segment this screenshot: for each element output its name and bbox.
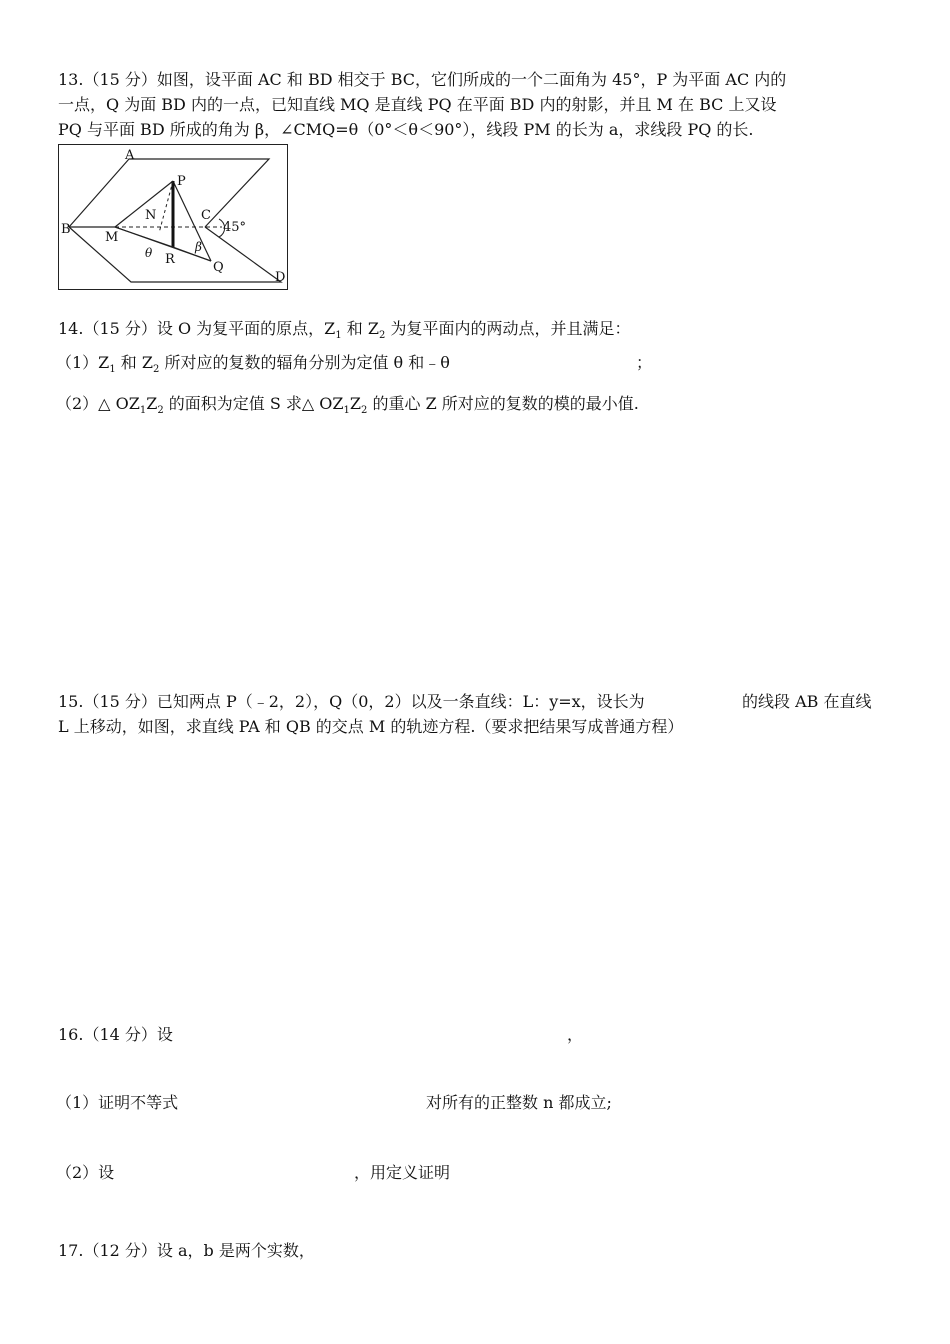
label-N: N xyxy=(145,208,157,223)
label-P: P xyxy=(177,174,186,189)
q15-line-1a: 15.（15 分）已知两点 P（﹣2，2），Q（0，2）以及一条直线：L：y=x，设长为 xyxy=(58,692,645,711)
q14-intro: 14.（15 分）设 O 为复平面的原点，$Z_1$ 和 $Z_2$ 为复平面内的两动点，并且满足： xyxy=(58,319,631,341)
label-D: D xyxy=(275,270,286,285)
q16-part-2b: ，用定义证明 xyxy=(354,1163,451,1182)
q15-line-1b: 的线段 AB 在直线 xyxy=(742,692,872,711)
q17-intro: 17.（12 分）设 a，b 是两个实数， xyxy=(58,1241,315,1260)
label-A: A xyxy=(125,148,135,163)
dihedral-diagram xyxy=(59,145,289,291)
label-theta: θ xyxy=(145,246,153,260)
label-M: M xyxy=(105,230,119,245)
q16-part-2a: （2）设 xyxy=(56,1163,115,1182)
q16-intro: 16.（14 分）设 xyxy=(58,1025,173,1044)
label-Q: Q xyxy=(213,260,224,275)
label-beta: β xyxy=(195,240,202,254)
q16-part-1a: （1）证明不等式 xyxy=(56,1093,179,1112)
q14-condition-1-end: ； xyxy=(636,353,653,372)
label-R: R xyxy=(165,252,175,267)
label-B: B xyxy=(61,222,71,237)
label-angle: 45° xyxy=(223,220,247,235)
q16-part-1b: 对所有的正整数 n 都成立; xyxy=(426,1093,612,1112)
q15-line-2: L 上移动，如图，求直线 PA 和 QB 的交点 M 的轨迹方程.（要求把结果写成普通方程） xyxy=(58,717,684,736)
q13-line-3: PQ 与平面 BD 所成的角为 β，∠CMQ=θ（0°＜θ＜90°），线段 PM 的长为 a，求线段 PQ 的长. xyxy=(58,120,754,139)
q14-condition-2: （2）△ $OZ_1Z_2$ 的面积为定值 S 求△ $OZ_1Z_2$ 的重心 Z 所对应的复数的模的最小值. xyxy=(56,394,639,416)
q14-condition-1: $(1)Z_1$ 和 $Z_2$ 所对应的复数的辐角分别为定值 θ 和﹣θ xyxy=(56,353,450,375)
q16-intro-end: ， xyxy=(567,1025,584,1044)
dihedral-angle-figure xyxy=(58,144,288,290)
q13-line-1: 13.（15 分）如图，设平面 AC 和 BD 相交于 BC，它们所成的一个二面角为 45°，P 为平面 AC 内的 xyxy=(58,70,787,89)
q13-line-2: 一点，Q 为面 BD 内的一点，已知直线 MQ 是直线 PQ 在平面 BD 内的射影，并且 M 在 BC 上又设 xyxy=(58,95,777,114)
label-C: C xyxy=(201,208,211,223)
